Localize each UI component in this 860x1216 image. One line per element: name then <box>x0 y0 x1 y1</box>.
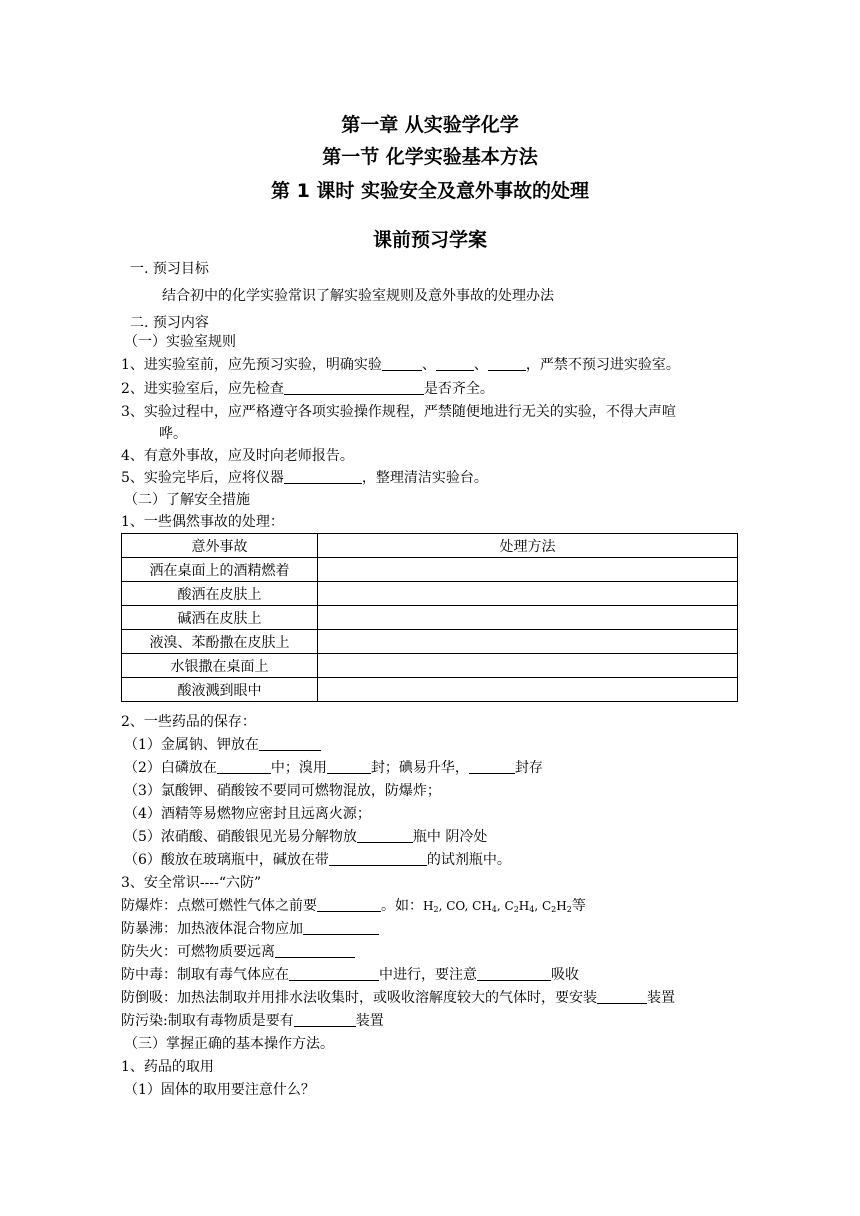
table-header-row <box>122 534 738 558</box>
part1-text: 结合初中的化学实验常识了解实验室规则及意外事故的处理办法 <box>162 288 554 304</box>
prevent-fire: 防失火：可燃物质要远离 <box>121 942 355 962</box>
accident-cell: 水银撒在桌面上 <box>122 654 318 678</box>
chapter-title: 第一章 从实验学化学 <box>341 114 519 136</box>
fill-blank[interactable] <box>259 736 321 751</box>
gas-formulas: $H_2$, CO, $CH_4$, $C_2H_4$, $C_2H_2$等 <box>423 898 586 914</box>
table-row <box>122 582 738 606</box>
rule-1: 1、进实验室前，应先预习实验，明确实验 、 、 ，严禁不预习进实验室。 <box>121 357 680 373</box>
accident-cell: 洒在桌面上的酒精燃着 <box>122 558 318 582</box>
fill-blank[interactable] <box>284 469 362 484</box>
fill-blank[interactable] <box>217 759 271 774</box>
method-cell[interactable] <box>318 606 738 630</box>
storage-label: 2、一些药品的保存： <box>121 714 256 730</box>
table-row <box>122 606 738 630</box>
case-title: 课前预习学案 <box>372 229 487 251</box>
fill-blank[interactable] <box>469 759 515 774</box>
method-cell[interactable] <box>318 630 738 654</box>
accident-label: 1、一些偶然事故的处理： <box>121 514 284 530</box>
solid-question: （1）固体的取用要注意什么？ <box>124 1082 315 1098</box>
accident-cell: 酸液溅到眼中 <box>122 678 318 702</box>
lesson-title: 第 1 课时 实验安全及意外事故的处理 <box>270 180 590 202</box>
prevent-suckback: 防倒吸：加热法制取并用排水法收集时，或吸收溶解度较大的气体时，要安装 装置 <box>121 990 675 1006</box>
safety-heading: （二）了解安全措施 <box>124 492 250 508</box>
operation-heading: （三）掌握正确的基本操作方法。 <box>124 1036 334 1052</box>
fill-blank[interactable] <box>436 356 474 371</box>
storage-6: （6）酸放在玻璃瓶中，碱放在带 的试剂瓶中。 <box>124 852 511 868</box>
part2-heading: 二. 预习内容 <box>130 315 209 331</box>
rule-4: 4、有意外事故，应及时向老师报告。 <box>121 448 354 464</box>
fill-blank[interactable] <box>329 851 427 866</box>
fill-blank[interactable] <box>357 828 413 843</box>
storage-2: （2）白磷放在 中；溴用 封；碘易升华， 封存 <box>124 760 543 776</box>
rule-2: 2、进实验室后，应先检查 是否齐全。 <box>121 381 494 397</box>
prevent-explosion: 防爆炸：点燃可燃性气体之前要 。如：$H_2$, CO, $CH_4$, $C_2H_4$, $C_2H_2$等 <box>121 898 586 914</box>
storage-4: （4）酒精等易燃物应密封且远离火源； <box>124 806 371 822</box>
six-prevent-label: 3、安全常识----“六防” <box>121 875 262 891</box>
fill-blank[interactable] <box>477 966 551 981</box>
fill-blank[interactable] <box>284 380 424 395</box>
fill-blank[interactable] <box>275 943 355 958</box>
accident-cell: 碱洒在皮肤上 <box>122 606 318 630</box>
column-header: 处理方法 <box>318 534 738 558</box>
fill-blank[interactable] <box>327 759 371 774</box>
fill-blank[interactable] <box>597 989 647 1004</box>
reagent-taking: 1、药品的取用 <box>121 1059 214 1075</box>
fill-blank[interactable] <box>303 920 379 935</box>
storage-5: （5）浓硝酸、硝酸银见光易分解物放 瓶中 阴冷处 <box>124 829 488 845</box>
storage-3: （3）氯酸钾、硝酸铵不要同可燃物混放，防爆炸； <box>124 783 441 799</box>
table-row <box>122 654 738 678</box>
section-title: 第一节 化学实验基本方法 <box>322 146 538 168</box>
rules-heading: （一）实验室规则 <box>124 334 236 350</box>
rule-3-cont: 哗。 <box>159 426 187 442</box>
method-cell[interactable] <box>318 558 738 582</box>
rule-3: 3、实验过程中，应严格遵守各项实验操作规程，严禁随便地进行无关的实验，不得大声喧 <box>121 404 676 420</box>
fill-blank[interactable] <box>289 966 379 981</box>
rule-5: 5、实验完毕后，应将仪器 ，整理清洁实验台。 <box>121 470 488 486</box>
fill-blank[interactable] <box>294 1012 356 1027</box>
fill-blank[interactable] <box>382 356 422 371</box>
table-row <box>122 630 738 654</box>
method-cell[interactable] <box>318 654 738 678</box>
method-cell[interactable] <box>318 582 738 606</box>
accident-cell: 酸洒在皮肤上 <box>122 582 318 606</box>
accident-cell: 液溴、苯酚撒在皮肤上 <box>122 630 318 654</box>
method-cell[interactable] <box>318 678 738 702</box>
storage-1: （1）金属钠、钾放在 <box>124 735 321 755</box>
accident-table <box>121 533 738 702</box>
table-row <box>122 678 738 702</box>
prevent-poisoning: 防中毒：制取有毒气体应在 中进行，要注意 吸收 <box>121 967 579 983</box>
prevent-pollution: 防污染:制取有毒物质是要有 装置 <box>121 1013 384 1029</box>
part1-heading: 一. 预习目标 <box>130 261 209 277</box>
fill-blank[interactable] <box>317 897 381 912</box>
prevent-bumping: 防暴沸：加热液体混合物应加 <box>121 919 379 939</box>
column-header: 意外事故 <box>122 534 318 558</box>
table-row <box>122 558 738 582</box>
fill-blank[interactable] <box>488 356 526 371</box>
